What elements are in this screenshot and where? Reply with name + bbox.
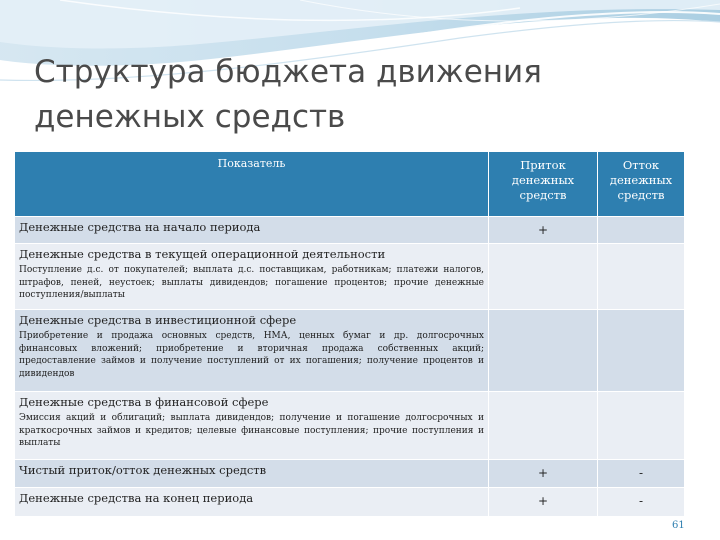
table-row bbox=[15, 488, 685, 517]
row-outflow bbox=[598, 392, 685, 460]
header-outflow: Отток денежных средств bbox=[598, 152, 685, 217]
page-title: Структура бюджета движения денежных средств bbox=[34, 54, 542, 135]
row-inflow: + bbox=[489, 488, 598, 517]
cash-flow-budget-table bbox=[14, 151, 685, 517]
header-indicator: Показатель bbox=[15, 152, 489, 217]
row-label: Денежные средства на конец периода bbox=[19, 491, 254, 505]
row-label: Денежные средства в текущей операционной деятельности bbox=[19, 247, 386, 261]
row-details: Эмиссия акций и облигаций; выплата дивидендов; получение и погашение долгосрочных и краткосрочных займов и кредитов; целевые финансовые поступления; прочие поступления и выплаты bbox=[19, 413, 484, 448]
row-details: Поступление д.с. от покупателей; выплата д.с. поставщикам, работникам; платежи налогов, штрафов, пеней, неустоек; выплаты дивидендов; погашение процентов; прочие денежные поступления/выплаты bbox=[19, 265, 484, 300]
table-header-row bbox=[15, 152, 685, 217]
row-label: Денежные средства на начало периода bbox=[19, 220, 261, 234]
row-inflow: + bbox=[489, 217, 598, 244]
table-row bbox=[15, 310, 685, 392]
page-number: 61 bbox=[672, 520, 685, 531]
row-outflow bbox=[598, 244, 685, 310]
table-row bbox=[15, 460, 685, 488]
table-row bbox=[15, 392, 685, 460]
row-outflow: - bbox=[598, 488, 685, 517]
row-inflow: + bbox=[489, 460, 598, 488]
row-label: Денежные средства в инвестиционной сфере bbox=[19, 313, 297, 327]
row-label: Денежные средства в финансовой сфере bbox=[19, 395, 269, 409]
row-details: Приобретение и продажа основных средств, НМА, ценных бумаг и др. долгосрочных финансовых вложений; приобретение и вторичная продажа собственных акций; предоставление займов и получение поступлений от их погашения; получение процентов и дивидендов bbox=[19, 331, 484, 379]
row-outflow bbox=[598, 310, 685, 392]
table-row bbox=[15, 217, 685, 244]
row-outflow: - bbox=[598, 460, 685, 488]
row-outflow bbox=[598, 217, 685, 244]
row-inflow bbox=[489, 310, 598, 392]
header-inflow: Приток денежных средств bbox=[489, 152, 598, 217]
table-row bbox=[15, 244, 685, 310]
row-inflow bbox=[489, 244, 598, 310]
row-label: Чистый приток/отток денежных средств bbox=[19, 463, 267, 477]
row-inflow bbox=[489, 392, 598, 460]
